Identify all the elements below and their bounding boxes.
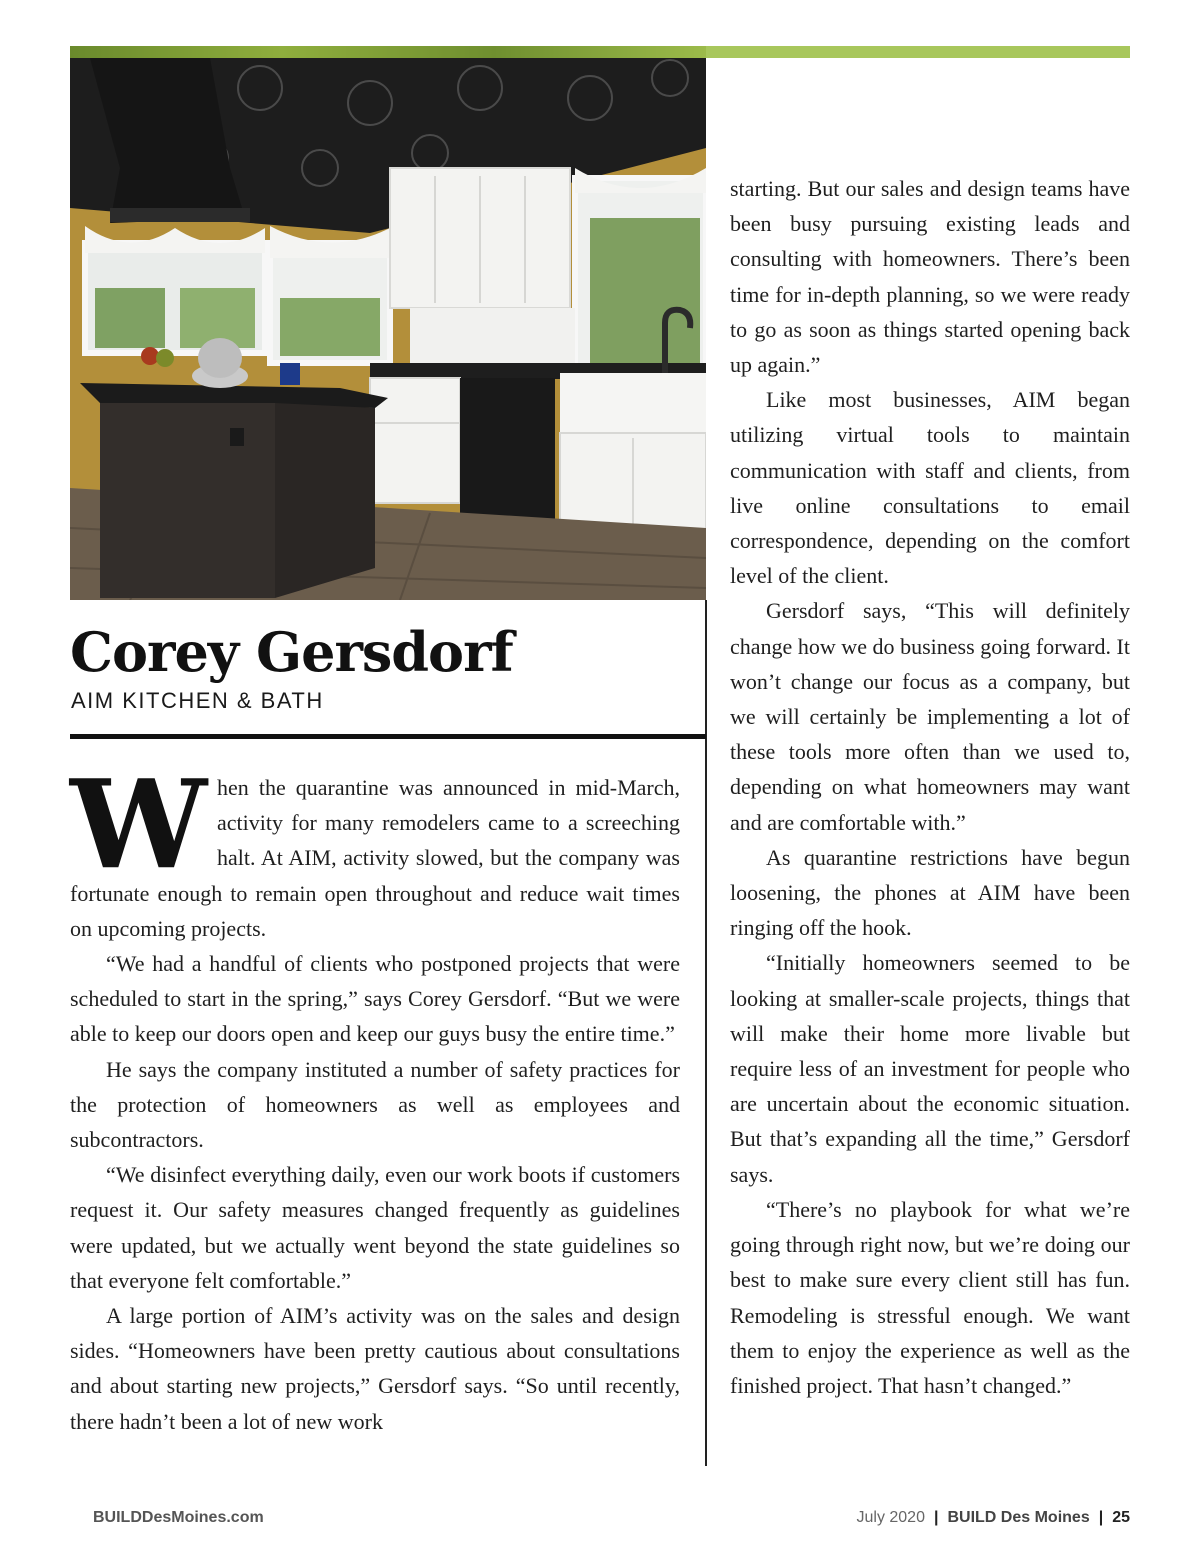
paragraph-8: Gersdorf says, “This will definitely change how we do business going forward. It won’t change our focus as a company, but we will certainly be implementing a lot of these tools more often than we used to, depending on what homeowners may want and are comfortable with.” [730, 598, 1130, 835]
footer-website: BUILDDesMoines.com [93, 1509, 264, 1526]
column-divider [705, 600, 707, 1466]
paragraph-4: “We disinfect everything daily, even our work boots if customers request it. Our safety measures changed frequently as guidelines were updated, but we actually went beyond the state guidelines so that everyone felt comfortable.” [70, 1162, 680, 1293]
footer-folio [856, 1509, 1130, 1527]
company-name: AIM KITCHEN & BATH [71, 688, 324, 713]
paragraph-9: As quarantine restrictions have begun loosening, the phones at AIM have been ringing off the hook. [730, 844, 1130, 941]
paragraph-5: A large portion of AIM’s activity was on the sales and design sides. “Homeowners have been pretty cautious about consultations and about starting new projects,” Gersdorf says. “So until recently, there hadn’t been a lot of new work [70, 1303, 680, 1434]
paragraph-2: “We had a handful of clients who postponed projects that were scheduled to start in the spring,” says Corey Gersdorf. “But we were able to keep our doors open and keep our guys busy the entire time.” [70, 951, 680, 1047]
top-accent-band-photo [70, 46, 706, 58]
paragraph-10: “Initially homeowners seemed to be looking at smaller-scale projects, things that will make their home more livable but require less of an investment for people who are uncertain about the economic situation. But that’s expanding all the time,” Gersdorf says. [730, 950, 1130, 1187]
paragraph-11: “There’s no playbook for what we’re going through right now, but we’re doing our best to make sure every client still has fun. Remodeling is stressful enough. We want them to enjoy the experience as well as the finished project. That hasn’t changed.” [730, 1196, 1130, 1398]
paragraph-3: He says the company instituted a number of safety practices for the protection of homeowners as well as employees and subcontractors. [70, 1056, 680, 1153]
footer-separator-2: | [1098, 1509, 1104, 1526]
top-accent-band [706, 46, 1130, 58]
paragraph-1: When the quarantine was announced in mid-March, activity for many remodelers came to a screeching halt. At AIM, activity slowed, but the company was fortunate enough to remain open throughout and reduce wait times on upcoming projects. [70, 752, 680, 941]
footer-date: July 2020 [856, 1509, 925, 1526]
paragraph-6: starting. But our sales and design teams have been busy pursuing existing leads and consulting with homeowners. There’s been time for in-depth planning, so we were ready to go as soon as things started opening back up again.” [730, 176, 1130, 378]
footer-publication: BUILD Des Moines [947, 1509, 1090, 1526]
dropcap: W [70, 752, 204, 896]
paragraph-7: Like most businesses, AIM began utilizing virtual tools to maintain communication with staff and clients, from live online consultations to email correspondence, depending on the comfort level of the client. [730, 387, 1130, 589]
footer-separator: | [933, 1509, 939, 1526]
article-body-right [730, 171, 1130, 1403]
heading-rule [70, 734, 706, 739]
article-body-left [70, 752, 680, 1439]
kitchen-photo [70, 58, 706, 600]
article-title: Corey Gersdorf [70, 620, 513, 684]
page-number: 25 [1112, 1509, 1130, 1526]
